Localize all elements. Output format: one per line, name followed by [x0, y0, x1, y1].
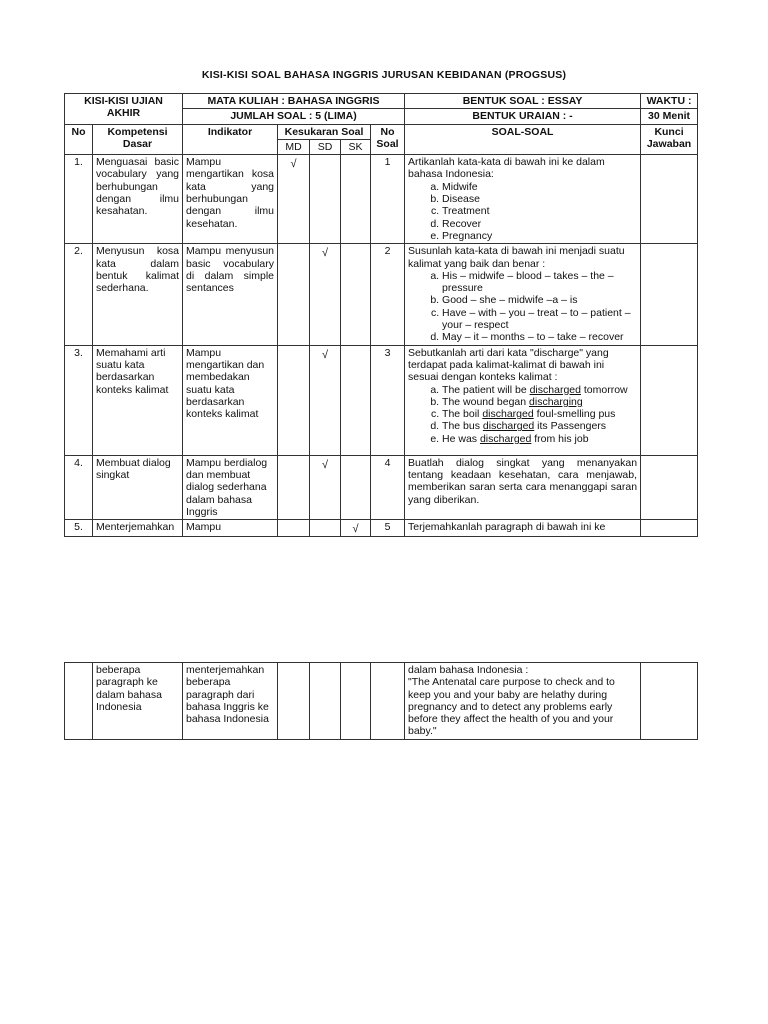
- row-no: 4.: [65, 455, 93, 519]
- row-kompetensi: Menyusun kosa kata dalam bentuk kalimat sederhana.: [93, 244, 183, 345]
- col-kunci: Kunci Jawaban: [641, 124, 698, 155]
- row-soal: [405, 155, 641, 244]
- col-soal: SOAL-SOAL: [405, 124, 641, 155]
- row-no: 1.: [65, 155, 93, 244]
- table-row: [65, 155, 698, 244]
- row-kompetensi: Memahami arti suatu kata berdasarkan konteks kalimat: [93, 345, 183, 455]
- row-kompetensi: Menguasai basic vocabulary yang berhubungan dengan ilmu kesahatan.: [93, 155, 183, 244]
- row-indikator: Mampu mengartikan kosa kata yang berhubungan dengan ilmu kesehatan.: [183, 155, 278, 244]
- list-item: e. He was discharged from his job: [442, 433, 637, 445]
- soal-items: [408, 181, 637, 242]
- row-soal: Terjemahkanlah paragraph di bawah ini ke: [405, 520, 641, 537]
- row-no-soal: 2: [371, 244, 405, 345]
- list-item: c. Treatment: [442, 205, 637, 217]
- cont-soal-line: dalam bahasa Indonesia :: [408, 664, 529, 676]
- list-item: c. The boil discharged foul-smelling pus: [442, 408, 637, 420]
- cont-soal: [405, 663, 641, 740]
- row-no: 5.: [65, 520, 93, 537]
- col-kompetensi: Kompetensi Dasar: [93, 124, 183, 155]
- row-soal: Buatlah dialog singkat yang menanyakan tentang keadaan kesehatan, cara menjawab, memberikan saran serta cara menanggapi saran yang diberikan.: [405, 455, 641, 519]
- row-indikator: Mampu: [183, 520, 278, 537]
- header-waktu: WAKTU :: [641, 94, 698, 109]
- cont-indikator: menterjemahkan beberapa paragraph dari bahasa Inggris ke bahasa Indonesia: [183, 663, 278, 740]
- header-bentuk-uraian: BENTUK URAIAN : -: [405, 109, 641, 124]
- header-jumlah-soal: JUMLAH SOAL : 5 (LIMA): [183, 109, 405, 124]
- check-mark-sd: √: [321, 348, 329, 361]
- list-item: d. May – it – months – to – take – recover: [442, 331, 637, 343]
- list-item: b. The wound began discharging: [442, 396, 637, 408]
- table-row: [65, 520, 698, 537]
- col-md: MD: [278, 139, 310, 154]
- row-indikator: Mampu berdialog dan membuat dialog sederhana dalam bahasa Inggris: [183, 455, 278, 519]
- row-indikator: Mampu mengartikan dan membedakan suatu kata berdasarkan konteks kalimat: [183, 345, 278, 455]
- col-sk: SK: [341, 139, 371, 154]
- list-item: b. Good – she – midwife –a – is: [442, 294, 637, 306]
- soal-items: [408, 384, 637, 445]
- kisi-kisi-table: [64, 93, 698, 537]
- soal-intro: Artikanlah kata-kata di bawah ini ke dalam bahasa Indonesia:: [408, 156, 605, 181]
- row-kompetensi: Menterjemahkan: [93, 520, 183, 537]
- table-row: [65, 455, 698, 519]
- row-no: 3.: [65, 345, 93, 455]
- document-title: KISI-KISI SOAL BAHASA INGGRIS JURUSAN KEBIDANAN (PROGSUS): [201, 69, 567, 81]
- table-row: [65, 663, 698, 740]
- row-soal: [405, 244, 641, 345]
- row-no-soal: 4: [371, 455, 405, 519]
- row-no-soal: 1: [371, 155, 405, 244]
- kisi-kisi-table-continued: [64, 662, 698, 740]
- cont-kompetensi: beberapa paragraph ke dalam bahasa Indonesia: [93, 663, 183, 740]
- check-mark-md: √: [290, 158, 297, 171]
- table-row: [65, 345, 698, 455]
- row-soal: [405, 345, 641, 455]
- column-header-row: [65, 124, 698, 139]
- row-kompetensi: Membuat dialog singkat: [93, 455, 183, 519]
- check-mark-sk: √: [352, 523, 359, 536]
- row-no-soal: 5: [371, 520, 405, 537]
- col-kesukaran: Kesukaran Soal: [278, 124, 371, 139]
- cont-soal-quote: "The Antenatal care purpose to check and to keep you and your baby are helathy during pregnancy and to detect any problems early before they affect the health of you and your baby.": [408, 676, 615, 738]
- col-indikator: Indikator: [183, 124, 278, 155]
- list-item: d. The bus discharged its Passengers: [442, 420, 637, 432]
- list-item: c. Have – with – you – treat – to – patient – your – respect: [442, 307, 637, 332]
- col-no-soal: No Soal: [371, 124, 405, 155]
- list-item: a. Midwife: [442, 181, 637, 193]
- list-item: e. Pregnancy: [442, 230, 637, 242]
- header-waktu-value: 30 Menit: [641, 109, 698, 124]
- table-row: [65, 244, 698, 345]
- check-mark-sd: √: [321, 247, 329, 260]
- row-indikator: Mampu menyusun basic vocabulary di dalam simple sentances: [183, 244, 278, 345]
- soal-intro: Sebutkanlah arti dari kata "discharge" yang terdapat pada kalimat-kalimat di bawah ini sesuai dengan konteks kalimat :: [408, 346, 609, 384]
- list-item: a. The patient will be discharged tomorrow: [442, 384, 637, 396]
- col-no: No: [65, 124, 93, 155]
- list-item: b. Disease: [442, 193, 637, 205]
- header-kisi: KISI-KISI UJIAN AKHIR: [65, 94, 183, 125]
- header-mata-kuliah: MATA KULIAH : BAHASA INGGRIS: [183, 94, 405, 109]
- row-no: 2.: [65, 244, 93, 345]
- soal-intro: Susunlah kata-kata di bawah ini menjadi suatu kalimat yang baik dan benar :: [408, 245, 625, 270]
- header-row-1: [65, 94, 698, 109]
- header-bentuk-soal: BENTUK SOAL : ESSAY: [405, 94, 641, 109]
- row-no-soal: 3: [371, 345, 405, 455]
- check-mark-sd: √: [321, 458, 329, 471]
- list-item: d. Recover: [442, 218, 637, 230]
- col-sd: SD: [310, 139, 341, 154]
- soal-items: [408, 270, 637, 344]
- list-item: a. His – midwife – blood – takes – the – pressure: [442, 270, 637, 295]
